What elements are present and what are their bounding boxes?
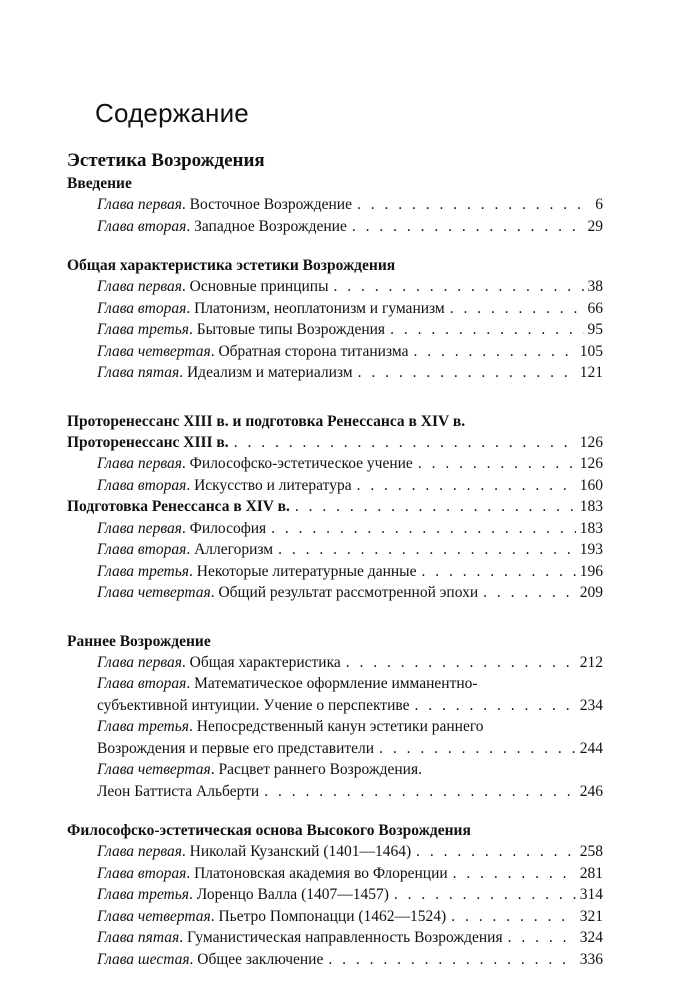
page-number: 324 [579,929,603,946]
toc-heading: Содержание [95,98,249,128]
dot-leader [483,582,576,604]
page-number: 183 [579,519,603,537]
chapter-label: Глава вторая [97,476,187,494]
page-number: 244 [579,739,603,757]
chapter-title-line1: Математическое оформление имманентно- [194,675,478,692]
chapter-title-line1: Непосредственный канун эстетики раннего [196,718,484,735]
chapter-label: Глава третья [97,718,190,735]
toc-entry[interactable]: Глава шестая. Общее заключение . . . 336 [67,949,603,971]
chapter-label: Глава первая [97,278,182,295]
chapter-title-line1: Расцвет раннего Возрождения. [218,761,422,778]
page-number: 38 [587,278,603,295]
chapter-label: Глава четвертая [97,342,211,360]
page-number: 196 [579,562,603,580]
chapter-label: Глава вторая [97,864,187,882]
dot-leader [295,496,576,518]
subsection-title: Проторенессанс XIII в. [67,433,229,451]
chapter-label: Глава первая [97,455,182,472]
dot-leader [413,341,575,363]
chapter-title: Восточное Возрождение [189,196,352,213]
chapter-label: Глава первая [97,843,182,860]
page-number: 212 [579,653,603,671]
dot-leader [278,539,576,561]
chapter-label: Глава третья [97,321,190,338]
chapter-label: Глава четвертая [97,907,211,925]
section-title-proto: Проторенессанс XIII в. и подготовка Ренессанса в XIV в. [67,412,466,430]
dot-leader [328,949,575,971]
section-title-high: Философско-эстетическая основа Высокого Возрождения [67,822,471,839]
toc-entry[interactable]: Глава третья. Бытовые типы Возрождения . . . 95 [67,319,603,341]
dot-leader [358,362,576,384]
chapter-title: Западное Возрождение [194,217,347,235]
chapter-title: Платонизм, неоплатонизм и гуманизм [194,299,445,317]
chapter-label: Глава вторая [97,217,187,235]
toc-entry[interactable]: Глава четвертая. Обратная сторона титанизма . . . 105 [67,341,603,363]
page-number: 121 [579,364,603,381]
page-number: 258 [579,843,603,860]
toc-entry[interactable]: Глава пятая. Идеализм и материализм . . . 121 [67,362,603,384]
chapter-title: Идеализм и материализм [186,364,353,381]
dot-leader [271,518,576,540]
toc-entry[interactable]: Глава первая. Восточное Возрождение . . . 6 [67,194,603,216]
toc-subsection[interactable] [67,496,603,518]
chapter-label: Глава вторая [97,299,187,317]
chapter-title: Общее заключение [197,950,324,968]
toc-entry[interactable]: Глава вторая. Платонизм, неоплатонизм и гуманизм . . . 66 [67,298,603,320]
dot-leader [508,927,576,949]
section-title-intro: Введение [67,175,132,192]
chapter-title: Общий результат рассмотренной эпохи [218,584,479,601]
toc-entry[interactable]: Глава четвертая. Общий результат рассмотренной эпохи . . . 209 [67,582,603,604]
dot-leader [421,561,575,583]
chapter-title: Пьетро Помпонацци (1462—1524) [218,907,447,925]
page-number: 126 [579,433,603,451]
page-number: 281 [579,864,603,882]
toc-entry[interactable]: Глава вторая. Западное Возрождение . . . 29 [67,216,603,238]
dot-leader [394,884,576,906]
section-title-early: Раннее Возрождение [67,632,211,650]
section-title-general: Общая характеристика эстетики Возрождения [67,257,396,274]
page-number: 6 [595,196,603,213]
dot-leader [390,319,583,341]
dot-leader [414,695,575,717]
page-number: 246 [579,782,603,800]
dot-leader [264,781,576,803]
chapter-title: Некоторые литературные данные [196,562,417,580]
chapter-label: Глава первая [97,653,182,671]
dot-leader [357,475,576,497]
chapter-title: Искусство и литература [194,476,352,494]
page-number: 105 [579,342,603,360]
dot-leader [450,298,584,320]
subsection-title: Подготовка Ренессанса в XIV в. [67,498,290,515]
chapter-title: Гуманистическая направленность Возрождения [186,929,503,946]
toc-entry[interactable]: Глава вторая. Платоновская академия во Флоренции . . . 281 [67,863,603,885]
page-number: 126 [579,455,603,472]
chapter-label: Глава третья [97,886,190,903]
dot-leader [416,841,576,863]
dot-leader [357,194,591,216]
toc-entry[interactable]: Глава первая. Николай Кузанский (1401—1464) . . . 258 [67,841,603,863]
page-number: 314 [579,886,603,903]
toc-entry[interactable]: Глава вторая. Искусство и литература . . . 160 [67,475,603,497]
page-number: 160 [579,476,603,494]
chapter-title: Бытовые типы Возрождения [196,321,386,338]
chapter-label: Глава третья [97,562,190,580]
chapter-title: Лоренцо Валла (1407—1457) [196,886,389,903]
dot-leader [451,906,576,928]
dot-leader [334,276,584,298]
toc-entry[interactable]: Глава третья. Некоторые литературные данные . . . 196 [67,561,603,583]
page-number: 193 [579,541,603,558]
page-number: 234 [579,696,603,714]
chapter-title: Николай Кузанский (1401—1464) [189,843,412,860]
chapter-title: Философия [189,519,267,537]
dot-leader [352,216,584,238]
toc-entry[interactable]: Глава первая. Философско-эстетическое учение . . . 126 [67,453,603,475]
toc-entry[interactable]: Глава пятая. Гуманистическая направленность Возрождения . . . 324 [67,927,603,949]
chapter-title-line2: субъективной интуиции. Учение о перспективе [97,696,410,714]
chapter-title: Основные принципы [189,278,329,295]
chapter-label: Глава первая [97,519,182,537]
chapter-title: Обратная сторона титанизма [218,342,409,360]
chapter-title: Аллегоризм [194,541,274,558]
toc-entry[interactable]: Глава четвертая. Расцвет раннего Возрождения. Леон Баттиста Альберти . . . 246 [67,759,603,802]
chapter-label: Глава пятая [97,364,180,381]
toc-entry[interactable]: Глава первая. Общая характеристика . . . 212 [67,652,603,674]
chapter-label: Глава четвертая [97,761,211,778]
dot-leader [379,738,576,760]
chapter-label: Глава вторая [97,675,187,692]
page-number: 209 [579,584,603,601]
chapter-title-line2: Леон Баттиста Альберти [97,782,260,800]
chapter-title: Платоновская академия во Флоренции [194,864,448,882]
table-of-contents [67,150,603,970]
chapter-label: Глава первая [97,196,182,213]
dot-leader [418,453,576,475]
toc-entry[interactable]: Глава третья. Непосредственный канун эстетики раннего Возрождения и первые его представители . . . 244 [67,716,603,759]
page-number: 95 [587,321,603,338]
chapter-title: Общая характеристика [189,653,341,671]
chapter-label: Глава шестая [97,950,190,968]
dot-leader [234,432,576,454]
toc-entry[interactable]: Глава первая. Философия . . . 183 [67,518,603,540]
toc-entry[interactable]: Глава вторая. Аллегоризм . . . 193 [67,539,603,561]
chapter-label: Глава четвертая [97,584,211,601]
toc-entry[interactable]: Глава третья. Лоренцо Валла (1407—1457) . . . 314 [67,884,603,906]
toc-entry[interactable]: Глава первая. Основные принципы . . . 38 [67,276,603,298]
chapter-title: Философско-эстетическое учение [189,455,413,472]
page-number: 321 [579,907,603,925]
chapter-label: Глава вторая [97,541,187,558]
chapter-label: Глава пятая [97,929,180,946]
toc-subsection[interactable] [67,432,603,454]
chapter-title-line2: Возрождения и первые его представители [97,739,375,757]
toc-entry[interactable]: Глава вторая. Математическое оформление имманентно- субъективной интуиции. Учение о перспективе . . . 234 [67,673,603,716]
book-title: Эстетика Возрождения [67,150,265,171]
dot-leader [453,863,576,885]
page-number: 336 [579,950,603,968]
page-number: 66 [587,299,603,317]
dot-leader [346,652,576,674]
page-number: 183 [579,498,603,515]
toc-entry[interactable]: Глава четвертая. Пьетро Помпонацци (1462—1524) . . . 321 [67,906,603,928]
page-number: 29 [587,217,603,235]
